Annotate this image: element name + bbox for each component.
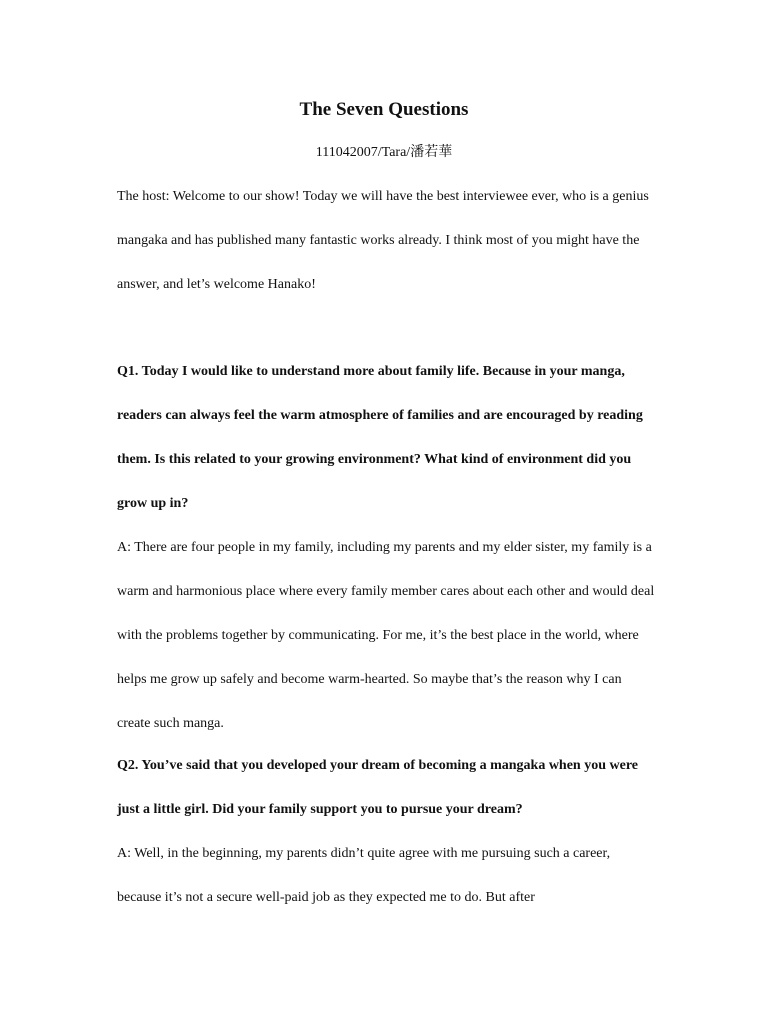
question-1: Q1. Today I would like to understand more about family life. Because in your manga, readers can always feel the warm atmosphere of families and are encouraged by reading them. Is this related to your growing environment? What kind of environment did you grow up in? (117, 364, 643, 511)
host-intro-paragraph: The host: Welcome to our show! Today we will have the best interviewee ever, who is a genius mangaka and has published many fantastic works already. I think most of you might have the answer, and let’s welcome Hanako! (117, 189, 649, 292)
document-title: The Seven Questions (299, 99, 469, 120)
question-2: Q2. You’ve said that you developed your dream of becoming a mangaka when you were just a little girl. Did your family support you to pursue your dream? (117, 758, 639, 817)
answer-2: A: Well, in the beginning, my parents didn’t quite agree with me pursuing such a career, because it’s not a secure well-paid job as they expected me to do. But after (117, 846, 611, 905)
author-line: 111042007/Tara/潘若華 (315, 145, 453, 160)
answer-1: A: There are four people in my family, including my parents and my elder sister, my family is a warm and harmonious place where every family member cares about each other and would deal with the problems together by communicating. For me, it’s the best place in the world, where helps me grow up safely and become warm-hearted. So maybe that’s the reason why I can create such manga. (117, 540, 655, 731)
